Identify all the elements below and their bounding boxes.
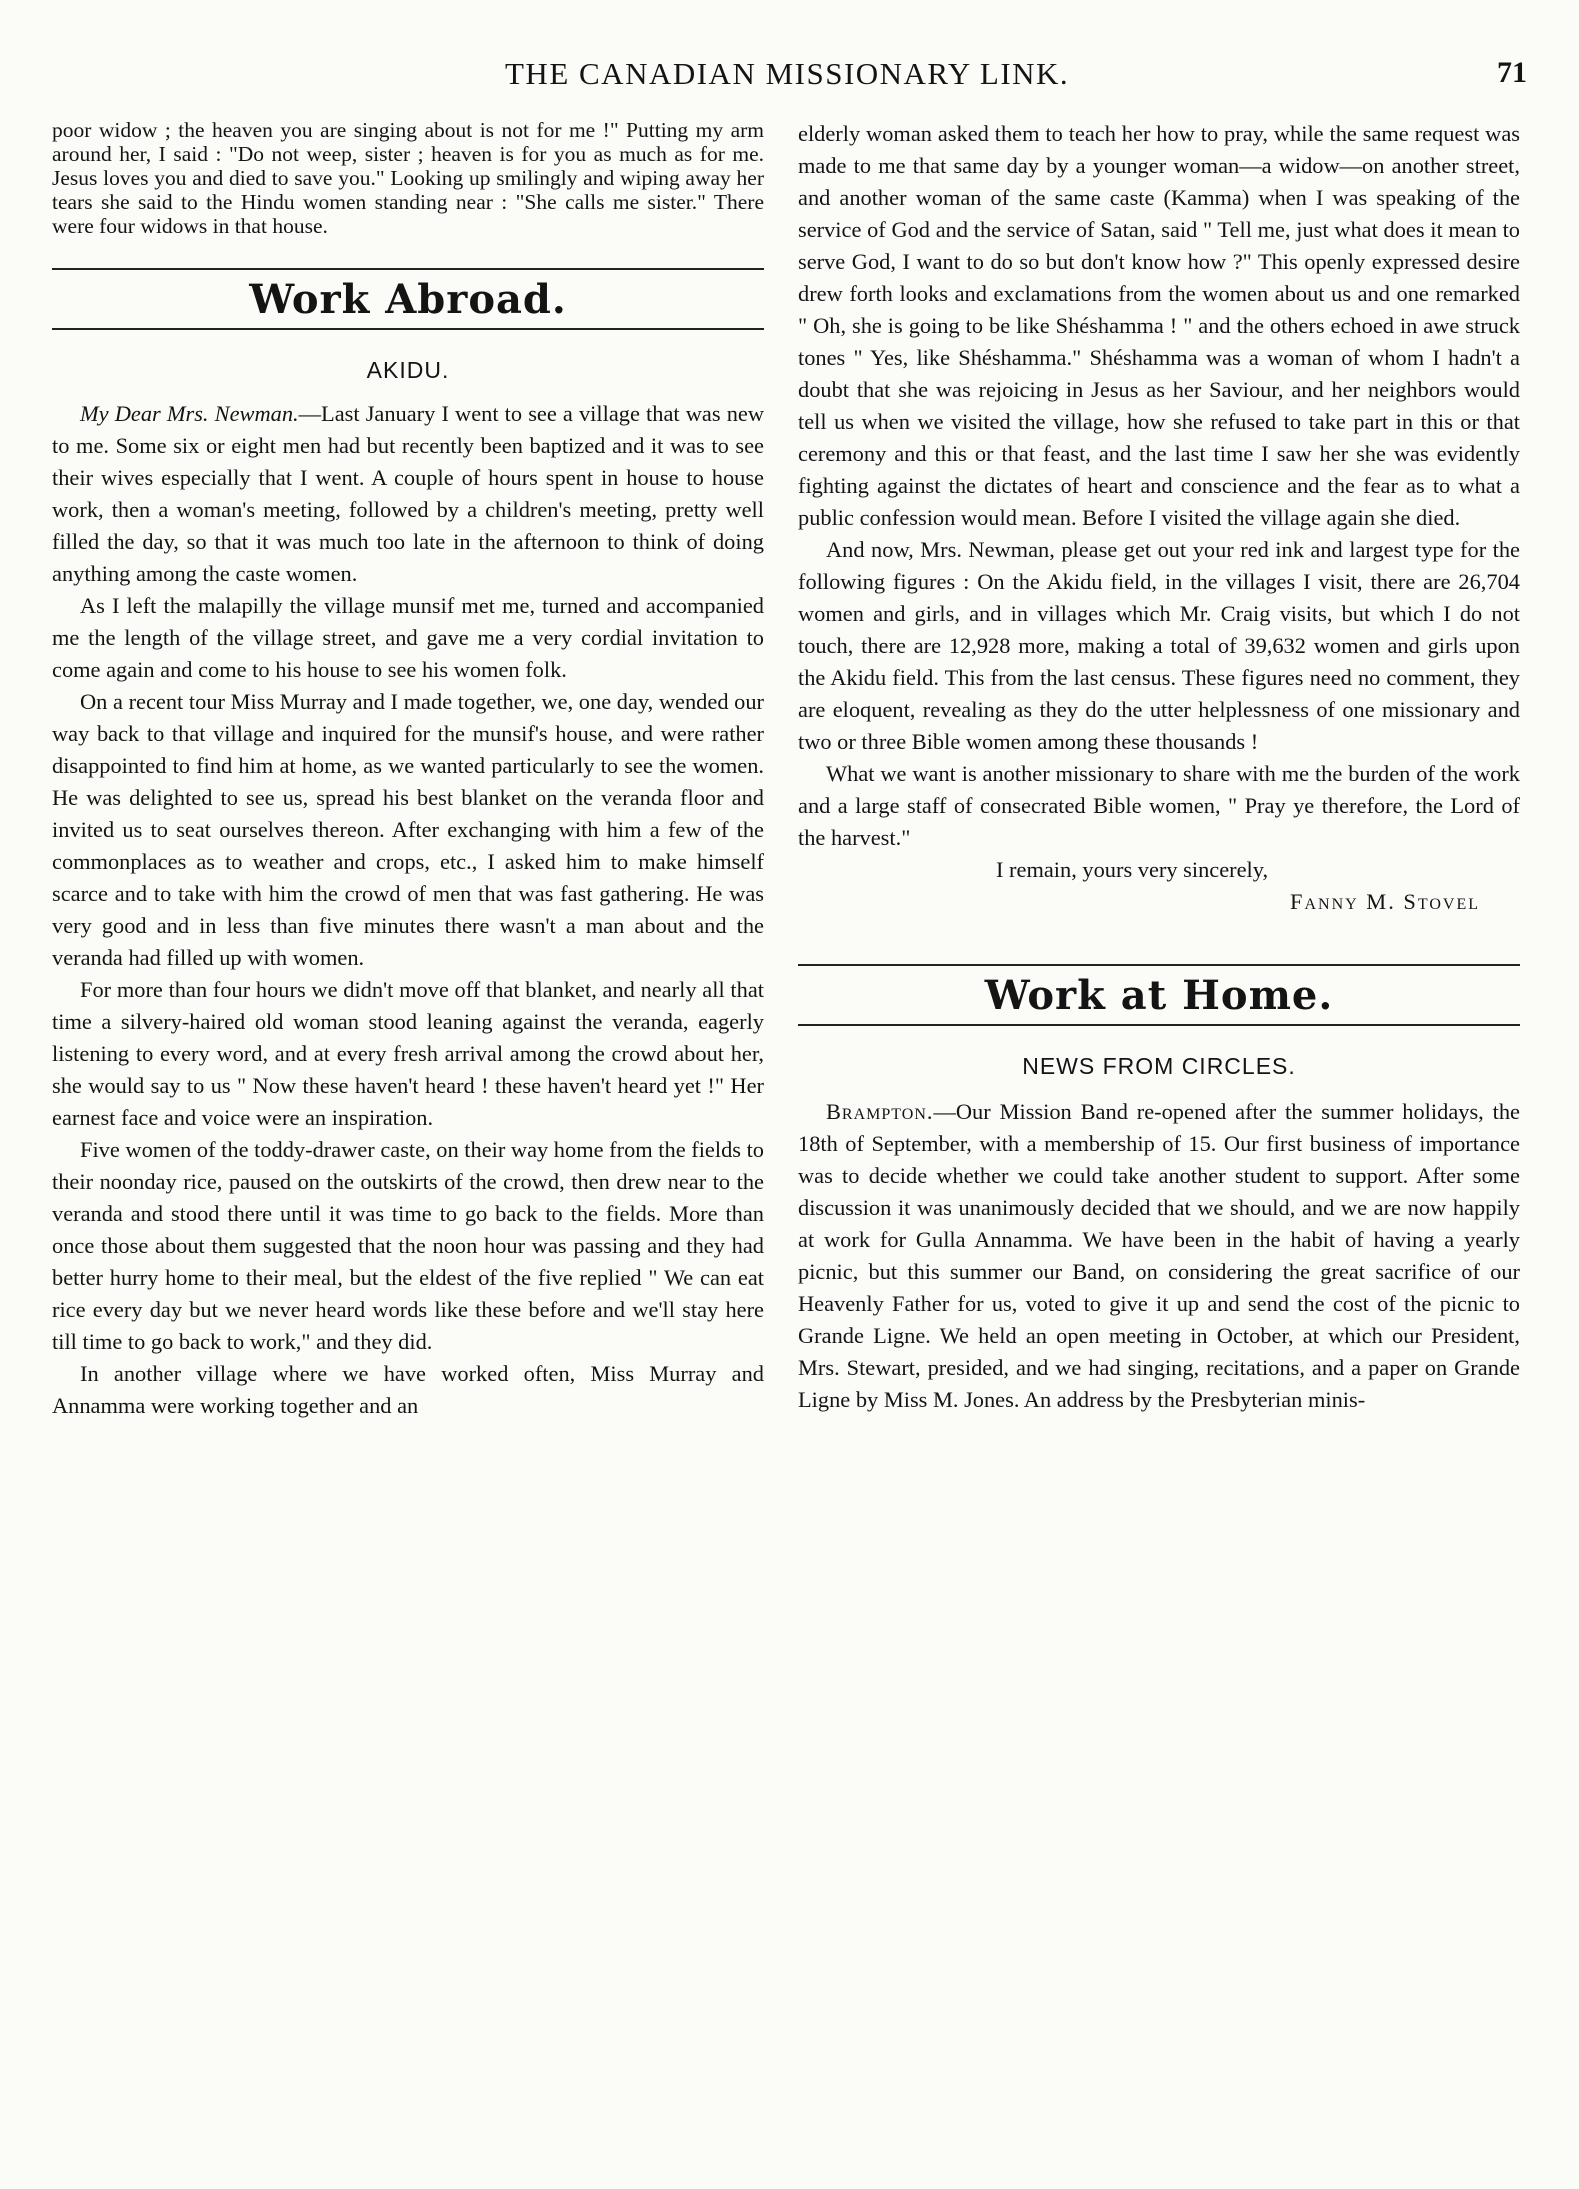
intro-paragraph: poor widow ; the heaven you are singing about is not for me !" Putting my arm around her, I said : "Do not weep, sister ; heaven is for you as much as for me. Jesus loves you and died to save you." Looking up smilingly and wiping away her tears she said to the Hindu women standing near : "She calls me sister." There were four widows in that house.	[52, 118, 764, 238]
letter-paragraph	[52, 398, 764, 590]
letter-closing: I remain, yours very sincerely,	[996, 857, 1269, 882]
article-paragraph: elderly woman asked them to teach her how to pray, while the same request was made to me that same day by a younger woman—a widow—on another street, and another woman of the same caste (Kamma) when I was speaking of the service of God and the service of Satan, said " Tell me, just what does it mean to serve God, I want to do so but don't know how ?" This openly expressed desire drew forth looks and exclamations from the women about us and one remarked " Oh, she is going to be like Shéshamma ! " and the others echoed in awe struck tones " Yes, like Shéshamma." Shéshamma was a woman of whom I hadn't a doubt that she was rejoicing in Jesus as her Saviour, and her neighbors would tell us when we visited the village, how she refused to take part in this or that ceremony and this or that feast, and the last time I saw her she was evidently fighting against the dictates of heart and conscience and the fear as to what a public confession would mean. Before I visited the village again she died.	[798, 121, 1520, 530]
salutation: My Dear Mrs. Newman.	[80, 401, 299, 426]
publication-title: THE CANADIAN MISSIONARY LINK.	[505, 56, 1070, 91]
page-header	[0, 52, 1579, 102]
article-paragraph: What we want is another missionary to share with me the burden of the work and a large staff of consecrated Bible women, " Pray ye therefore, the Lord of the harvest."	[798, 761, 1520, 850]
page-number: 71	[1497, 56, 1527, 89]
news-from-circles-subheading: NEWS FROM CIRCLES.	[1022, 1053, 1296, 1079]
circle-place: Brampton.	[826, 1099, 934, 1124]
article-paragraph: Five women of the toddy-drawer caste, on their way home from the fields to their noonday rice, paused on the outskirts of the crowd, then drew near to the veranda and stood there until it was time to go back to the fields. More than once those about them suggested that the noon hour was passing and they had better hurry home to their meal, but the eldest of the five replied " We can eat rice every day but we never heard words like these before and we'll stay here till time to go back to work," and they did.	[52, 1137, 764, 1354]
article-paragraph: For more than four hours we didn't move off that blanket, and nearly all that time a silvery-haired old woman stood leaning against the veranda, eagerly listening to every word, and at every fresh arrival among the crowd about her, she would say to us " Now these haven't heard ! these haven't heard yet !" Her earnest face and voice were an inspiration.	[52, 977, 764, 1130]
article-paragraph: As I left the malapilly the village munsif met me, turned and accompanied me the length of the village street, and gave me a very cordial invitation to come again and come to his house to see his women folk.	[52, 593, 764, 682]
work-abroad-heading: Work Abroad.	[249, 276, 567, 323]
akidu-subheading: AKIDU.	[366, 357, 450, 383]
article-paragraph: In another village where we have worked often, Miss Murray and Annamma were working together and an	[52, 1361, 764, 1418]
circle-report-text: —Our Mission Band re-opened after the summer holidays, the 18th of September, with a membership of 15. Our first business of importance was to decide whether we could take another student to support. After some discussion it was unanimously decided that we should, and we are now happily at work for Gulla Annamma. We have been in the habit of having a yearly picnic, but this summer our Band, on considering the great sacrifice of our Heavenly Father for us, voted to give it up and send the cost of the picnic to Grande Ligne. We held an open meeting in October, at which our President, Mrs. Stewart, presided, and we had singing, recitations, and a paper on Grande Ligne by Miss M. Jones. An address by the Presbyterian minis-	[798, 1099, 1520, 1412]
work-at-home-heading: Work at Home.	[984, 972, 1334, 1019]
letter-paragraph-text: —Last January I went to see a village that was new to me. Some six or eight men had but recently been baptized and it was to see their wives especially that I went. A couple of hours spent in house to house work, then a woman's meeting, followed by a children's meeting, pretty well filled the day, so that it was much too late in the afternoon to think of doing anything among the caste women.	[52, 401, 764, 586]
left-column	[52, 118, 764, 1422]
article-paragraph: On a recent tour Miss Murray and I made together, we, one day, wended our way back to that village and inquired for the munsif's house, and were rather disappointed to find him at home, as we wanted particularly to see the women. He was delighted to see us, spread his best blanket on the veranda floor and invited us to seat ourselves thereon. After exchanging with him a few of the commonplaces as to weather and crops, etc., I asked him to make himself scarce and to take with him the crowd of men that was fast gathering. He was very good and in less than five minutes there wasn't a man about and the veranda had filled up with women.	[52, 689, 764, 970]
circle-report-paragraph	[798, 1096, 1520, 1416]
right-column	[798, 118, 1520, 1416]
article-paragraph: And now, Mrs. Newman, please get out your red ink and largest type for the following figures : On the Akidu field, in the villages I visit, there are 26,704 women and girls, and in villages which Mr. Craig visits, but which I do not touch, there are 12,928 more, making a total of 39,632 women and girls upon the Akidu field. This from the last census. These figures need no comment, they are eloquent, revealing as they do the utter helplessness of one missionary and two or three Bible women among these thousands !	[798, 537, 1520, 754]
letter-signature: Fanny M. Stovel	[1290, 889, 1480, 914]
